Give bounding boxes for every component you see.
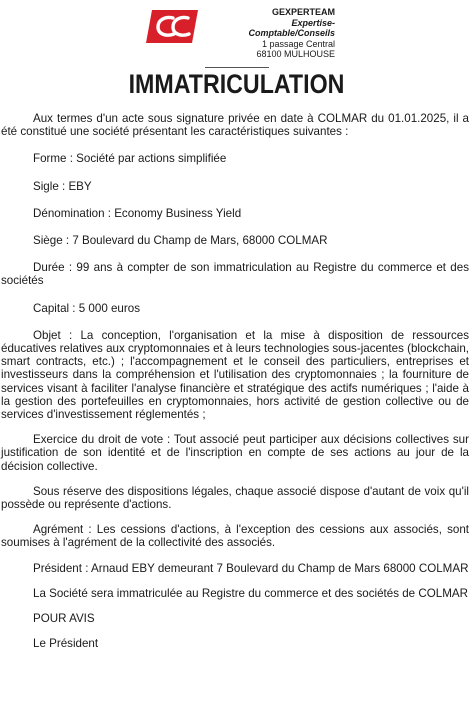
paragraph-duree: Durée : 99 ans à compter de son immatriculation au Registre du commerce et des sociétés <box>1 261 469 288</box>
paragraph-denomination: Dénomination : Economy Business Yield <box>33 206 242 220</box>
paragraph-forme: Forme : Société par actions simplifiée <box>33 152 227 166</box>
address-line-2: 68100 MULHOUSE <box>256 49 335 59</box>
paragraph-siege: Siège : 7 Boulevard du Champ de Mars, 68000 COLMAR <box>33 234 328 248</box>
address-line-1: 1 passage Central <box>261 38 335 49</box>
paragraph-intro: Aux termes d'un acte sous signature privée en date à COLMAR du 01.01.2025, il a été constitué une société présentant les caractéristiques suivantes : <box>1 112 469 139</box>
paragraph-president: Président : Arnaud EBY demeurant 7 Boulevard du Champ de Mars 68000 COLMAR <box>33 561 469 575</box>
firm-logo <box>146 7 200 45</box>
header <box>0 4 473 59</box>
paragraph-pour-avis: POUR AVIS <box>33 612 95 626</box>
paragraph-sigle: Sigle : EBY <box>33 179 92 193</box>
logo-mark <box>146 10 198 43</box>
paragraph-objet: Objet : La conception, l'organisation et la mise à disposition de ressources éducatives relatives aux cryptomonnaies et à leurs technologies sous-jacentes (blockchain, smart contracts, etc.) ; l'accompagnement et le conseil des particuliers, entreprises et investisseurs dans la compréhension et l'utilisation des cryptomonnaies ; la fourniture de services visant à faciliter l'analyse financière et stratégique des actifs numériques ; l'aide à la gestion des portefeuilles en cryptomonnaies, hors activité de gestion collective ou de services d'investissement réglementés ; <box>1 328 469 422</box>
paragraph-vote: Exercice du droit de vote : Tout associé peut participer aux décisions collectives sur justification de son identité et de l'inscription en compte de ses actions au jour de la décision collective. <box>1 433 469 473</box>
firm-name: GEXPERTEAM <box>271 7 335 17</box>
paragraph-capital: Capital : 5 000 euros <box>33 301 140 315</box>
paragraph-reserve: Sous réserve des dispositions légales, chaque associé dispose d'autant de voix qu'il possède ou représente d'actions. <box>1 484 469 512</box>
notice-body <box>1 112 469 650</box>
firm-address <box>205 7 335 60</box>
paragraph-immatriculee: La Société sera immatriculée au Registre du commerce et des sociétés de COLMAR <box>33 586 468 600</box>
firm-tagline: Expertise-Comptable/Conseils <box>248 17 335 38</box>
paragraph-signature: Le Président <box>33 637 99 651</box>
page-title: IMMATRICULATION <box>128 69 345 99</box>
divider <box>205 67 269 68</box>
paragraph-agrement: Agrément : Les cessions d'actions, à l'exception des cessions aux associés, sont soumises à l'agrément de la collectivité des associés. <box>1 523 469 550</box>
